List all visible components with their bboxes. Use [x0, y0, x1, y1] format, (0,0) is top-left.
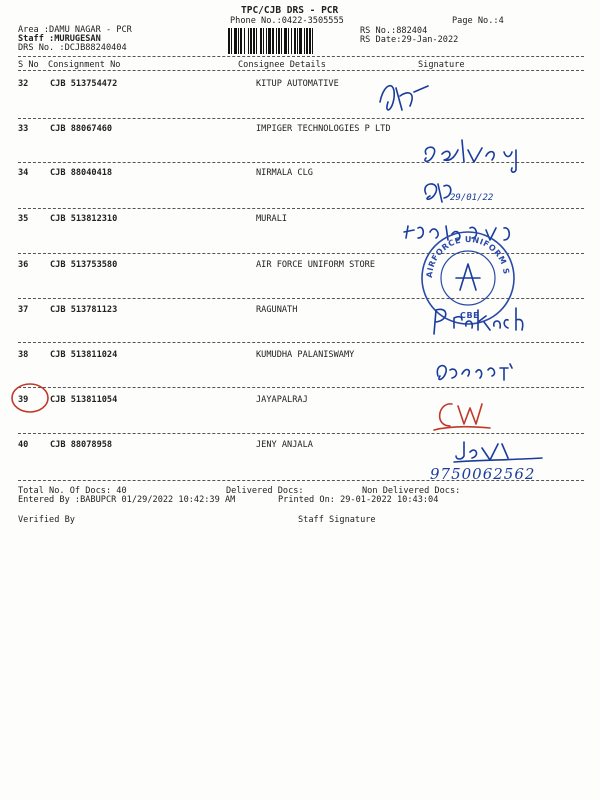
printed-on: Printed On: 29-01-2022 10:43:04 [278, 495, 439, 505]
col-header-consignee: Consignee Details [238, 60, 326, 70]
rs-number: RS No.:882404 [360, 26, 428, 36]
header-divider [18, 56, 584, 57]
delivered-docs: Delivered Docs: [226, 486, 304, 496]
row-consignment: CJB 513781123 [50, 305, 118, 315]
signature-row-34 [420, 170, 500, 214]
stamp-text: AIRFORCE UNIFORM STORE [412, 219, 511, 279]
handwritten-phone-row-40 [430, 460, 580, 486]
row-consignee: RAGUNATH [256, 305, 298, 315]
entered-by: Entered By :BABUPCR 01/29/2022 10:42:39 AM [18, 495, 236, 505]
column-divider [18, 70, 584, 71]
row-sno: 35 [18, 214, 29, 224]
row-consignee: JAYAPALRAJ [256, 395, 308, 405]
row-consignment: CJB 513753580 [50, 260, 118, 270]
row-sno: 36 [18, 260, 29, 270]
phone-text: 9750062562 [430, 465, 536, 483]
row-consignee: KUMUDHA PALANISWAMY [256, 350, 355, 360]
svg-text:AIRFORCE UNIFORM STORE [412, 219, 511, 278]
non-delivered-docs: Non Delivered Docs: [362, 486, 461, 496]
row-sno: 33 [18, 124, 29, 134]
signature-date-text: 29/01/22 [450, 193, 494, 203]
row-consignee: AIR FORCE UNIFORM STORE [256, 260, 375, 270]
verified-by: Verified By [18, 515, 75, 525]
row-sno: 39 [18, 395, 29, 405]
rs-date: RS Date:29-Jan-2022 [360, 35, 459, 45]
signature-row-39 [430, 396, 500, 434]
row-consignee: NIRMALA CLG [256, 168, 313, 178]
row-consignment: CJB 88067460 [50, 124, 113, 134]
row-consignment: CJB 513811054 [50, 395, 118, 405]
signature-row-32 [370, 72, 440, 122]
row-consignment: CJB 513812310 [50, 214, 118, 224]
page-number: Page No.:4 [452, 16, 504, 26]
row-divider [18, 342, 584, 343]
row-consignment: CJB 513754472 [50, 79, 118, 89]
staff-signature: Staff Signature [298, 515, 376, 525]
row-sno: 34 [18, 168, 29, 178]
col-header-consignment: Consignment No [48, 60, 121, 70]
total-docs: Total No. Of Docs: 40 [18, 486, 127, 496]
row-consignee: IMPIGER TECHNOLOGIES P LTD [256, 124, 391, 134]
col-header-signature: Signature [418, 60, 465, 70]
signature-row-38 [432, 356, 528, 390]
barcode-image [228, 28, 350, 54]
col-header-sno: S No [18, 60, 39, 70]
row-divider [18, 118, 584, 119]
row-sno: 38 [18, 350, 29, 360]
row-consignment: CJB 513811024 [50, 350, 118, 360]
area-label: Area :DAMU NAGAR - PCR [18, 25, 132, 35]
row-sno: 40 [18, 440, 29, 450]
row-consignment: CJB 88040418 [50, 168, 113, 178]
row-sno: 37 [18, 305, 29, 315]
phone-number: Phone No.:0422-3505555 [230, 16, 344, 26]
doc-title: TPC/CJB DRS - PCR [241, 5, 339, 16]
row-consignee: MURALI [256, 214, 288, 224]
row-consignee: JENY ANJALA [256, 440, 313, 450]
stamp-city: CBE [460, 311, 480, 320]
row-consignee: KITUP AUTOMATIVE [256, 79, 339, 89]
staff-label: Staff :MURUGESAN [18, 34, 101, 44]
row-sno: 32 [18, 79, 29, 89]
row-consignment: CJB 88078958 [50, 440, 113, 450]
signature-row-37 [426, 304, 526, 340]
circle-mark-row-39 [8, 380, 52, 416]
drs-number: DRS No. :DCJB88240404 [18, 43, 127, 53]
